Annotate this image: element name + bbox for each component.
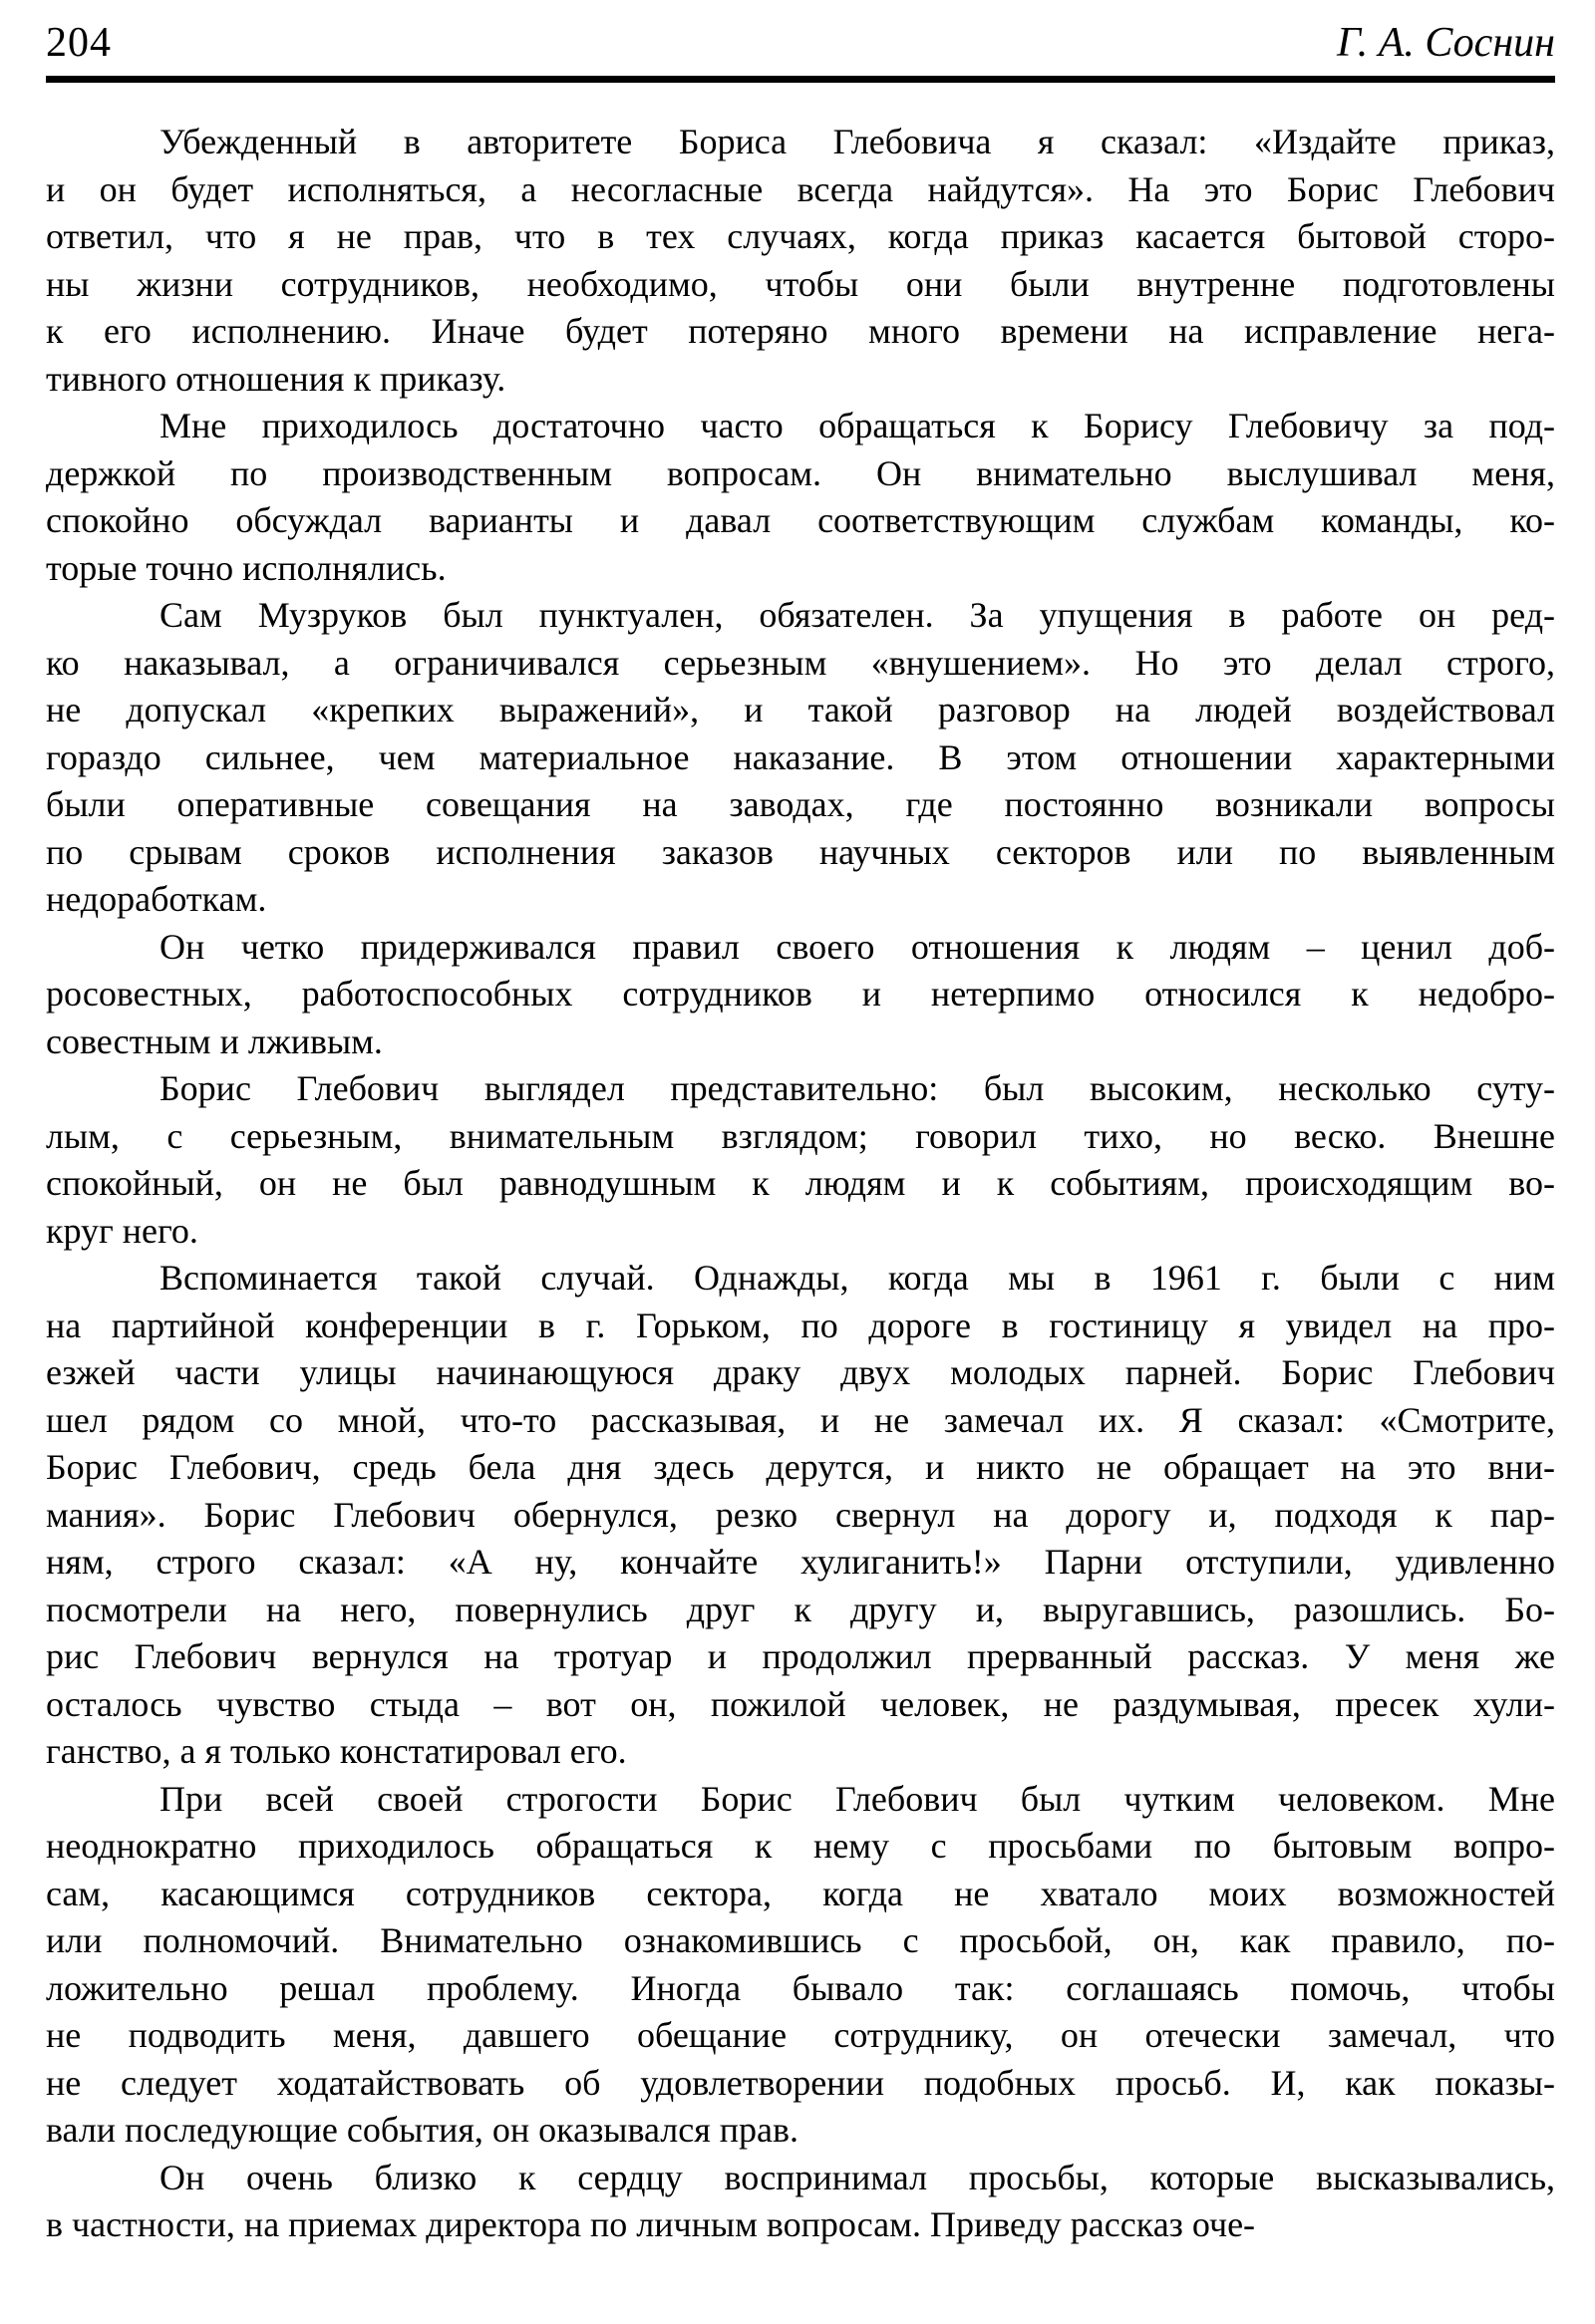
text-line: ко наказывал, а ограничивался серьезным «внушением». Но это делал строго,	[46, 642, 1555, 683]
text-line: посмотрели на него, повернулись друг к другу и, выругавшись, разошлись. Бо-	[46, 1589, 1555, 1629]
paragraph	[46, 119, 1555, 403]
text-line: недоработкам.	[46, 879, 267, 920]
text-line: держкой по производственным вопросам. Он внимательно выслушивал меня,	[46, 452, 1555, 493]
text-line: ны жизни сотрудников, необходимо, чтобы они были внутренне подготовлены	[46, 263, 1555, 304]
text-line: Убежденный в авторитете Бориса Глебовича я сказал: «Издайте приказ,	[160, 122, 1555, 162]
text-line: на партийной конференции в г. Горьком, по дороге в гостиницу я увидел на про-	[46, 1305, 1555, 1345]
paragraph	[46, 1776, 1555, 2155]
text-line: были оперативные совещания на заводах, где постоянно возникали вопросы	[46, 784, 1555, 825]
text-line: сам, касающимся сотрудников сектора, когда не хватало моих возможностей	[46, 1873, 1555, 1913]
paragraph	[46, 1065, 1555, 1255]
text-line: тивного отношения к приказу.	[46, 358, 506, 399]
text-line: Он четко придерживался правил своего отношения к людям – ценил доб-	[160, 926, 1555, 967]
header-rule	[46, 76, 1555, 83]
text-line: езжей части улицы начинающуюся драку двух молодых парней. Борис Глебович	[46, 1352, 1555, 1393]
text-line: ответил, что я не прав, что в тех случаях, когда приказ касается бытовой сторо-	[46, 216, 1555, 257]
text-line: лым, с серьезным, внимательным взглядом; говорил тихо, но веско. Внешне	[46, 1115, 1555, 1156]
text-line: При всей своей строгости Борис Глебович был чутким человеком. Мне	[160, 1778, 1555, 1819]
text-line: Борис Глебович, средь бела дня здесь дерутся, и никто не обращает на это вни-	[46, 1447, 1555, 1488]
paragraph	[46, 2155, 1555, 2249]
text-line: Мне приходилось достаточно часто обращаться к Борису Глебовичу за под-	[160, 406, 1555, 446]
text-line: круг него.	[46, 1210, 198, 1251]
text-line: осталось чувство стыда – вот он, пожилой человек, не раздумывая, пресек хули-	[46, 1683, 1555, 1724]
text-line: шел рядом со мной, что-то рассказывая, и не замечал их. Я сказал: «Смотрите,	[46, 1399, 1555, 1440]
author-running-header: Г. А. Соснин	[1336, 20, 1555, 66]
page-header	[46, 20, 1555, 66]
text-line: в частности, на приемах директора по личным вопросам. Приведу рассказ оче-	[46, 2204, 1256, 2245]
text-line: или полномочий. Внимательно ознакомившись с просьбой, он, как правило, по-	[46, 1920, 1555, 1961]
text-line: ложительно решал проблему. Иногда бывало так: соглашаясь помочь, чтобы	[46, 1967, 1555, 2008]
page-number: 204	[46, 20, 112, 66]
text-line: по срывам сроков исполнения заказов научных секторов или по выявленным	[46, 831, 1555, 872]
text-line: Борис Глебович выглядел представительно: был высоким, несколько суту-	[160, 1068, 1555, 1109]
text-line: вали последующие события, он оказывался прав.	[46, 2110, 799, 2151]
body-text	[46, 119, 1555, 2249]
paragraph	[46, 403, 1555, 592]
text-line: совестным и лживым.	[46, 1020, 383, 1061]
text-line: ням, строго сказал: «А ну, кончайте хулиганить!» Парни отступили, удивленно	[46, 1542, 1555, 1583]
text-line: росовестных, работоспособных сотрудников и нетерпимо относился к недобро-	[46, 974, 1555, 1015]
text-line: Вспоминается такой случай. Однажды, когда мы в 1961 г. были с ним	[160, 1258, 1555, 1299]
text-line: гораздо сильнее, чем материальное наказание. В этом отношении характерными	[46, 736, 1555, 777]
text-line: к его исполнению. Иначе будет потеряно много времени на исправление нега-	[46, 311, 1555, 352]
text-line: Он очень близко к сердцу воспринимал просьбы, которые высказывались,	[160, 2157, 1555, 2197]
text-line: спокойно обсуждал варианты и давал соответствующим службам команды, ко-	[46, 500, 1555, 541]
text-line: рис Глебович вернулся на тротуар и продолжил прерванный рассказ. У меня же	[46, 1636, 1555, 1677]
paragraph	[46, 592, 1555, 924]
text-line: торые точно исполнялись.	[46, 547, 447, 588]
text-line: ганство, а я только констатировал его.	[46, 1731, 627, 1772]
text-line: неоднократно приходилось обращаться к нему с просьбами по бытовым вопро-	[46, 1826, 1555, 1867]
text-line: не следует ходатайствовать об удовлетворении подобных просьб. И, как показы-	[46, 2062, 1555, 2103]
paragraph	[46, 924, 1555, 1066]
text-line: мания». Борис Глебович обернулся, резко свернул на дорогу и, подходя к пар-	[46, 1494, 1555, 1535]
text-line: не подводить меня, давшего обещание сотруднику, он отечески замечал, что	[46, 2015, 1555, 2056]
text-line: Сам Музруков был пунктуален, обязателен. За упущения в работе он ред-	[160, 595, 1555, 636]
text-line: спокойный, он не был равнодушным к людям и к событиям, происходящим во-	[46, 1163, 1555, 1204]
text-line: и он будет исполняться, а несогласные всегда найдутся». На это Борис Глебович	[46, 168, 1555, 209]
text-line: не допускал «крепких выражений», и такой разговор на людей воздействовал	[46, 690, 1555, 730]
paragraph	[46, 1255, 1555, 1776]
